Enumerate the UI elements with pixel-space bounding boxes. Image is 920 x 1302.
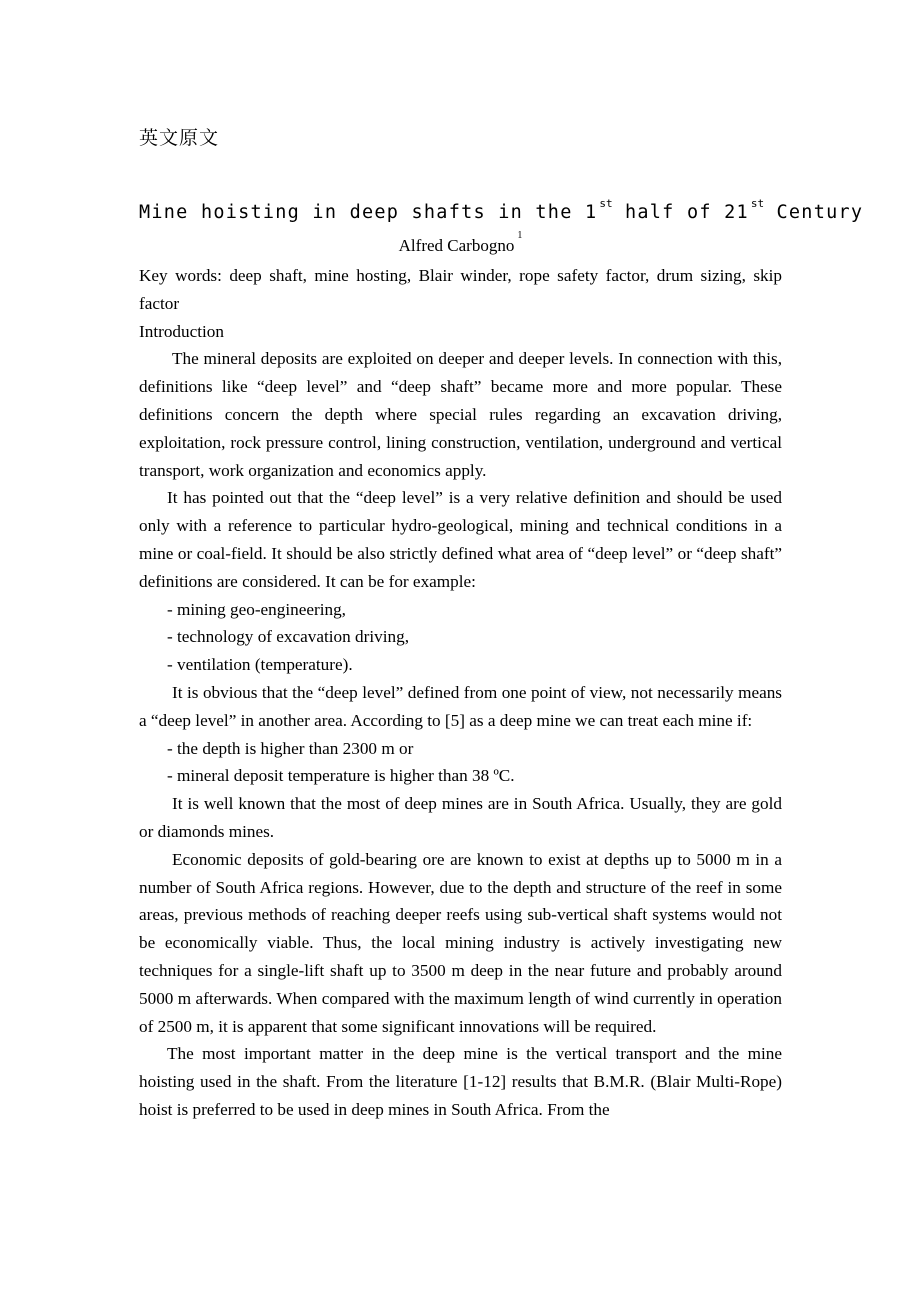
title-part-3: Century — [776, 202, 864, 223]
paragraph-1: The mineral deposits are exploited on deeper and deeper levels. In connection with this, definitions like “deep level” and “deep shaft” became more and more popular. These definitions concern the depth where special rules regarding an excavation driving, exploitation, rock pressure control, lining construction, ventilation, underground and vertical transport, work organization and economics apply. — [139, 349, 782, 480]
list-item: - mining geo-engineering, — [167, 599, 346, 619]
section-heading-introduction: Introduction — [139, 321, 224, 341]
title-superscript-1: st — [599, 197, 613, 210]
list-item: - technology of excavation driving, — [167, 627, 409, 647]
paragraph-6: The most important matter in the deep mine is the vertical transport and the mine hoisting used in the shaft. From the literature [1-12] results that B.M.R. (Blair Multi-Rope) hoist is preferred to be used in deep mines in South Africa. From the — [139, 1044, 782, 1119]
section-label: 英文原文 — [139, 127, 220, 149]
body-text — [139, 262, 782, 1124]
author-footnote-marker: 1 — [517, 230, 523, 241]
author-line — [139, 230, 782, 256]
list-item: - mineral deposit temperature is higher than 38 ºC. — [167, 766, 515, 786]
title-superscript-2: st — [750, 197, 765, 210]
keywords: Key words: deep shaft, mine hosting, Blair winder, rope safety factor, drum sizing, skip factor — [139, 266, 782, 313]
list-item: - the depth is higher than 2300 m or — [167, 738, 414, 758]
title-part-2: half of 21 — [625, 202, 749, 223]
paragraph-2: It has pointed out that the “deep level” is a very relative definition and should be used only with a reference to particular hydro-geological, mining and technical conditions in a mine or coal-field. It should be also strictly defined what area of “deep level” or “deep shaft” definitions are considered. It can be for example: — [139, 488, 782, 591]
author-name: Alfred Carbogno — [398, 236, 515, 255]
paragraph-3: It is obvious that the “deep level” defined from one point of view, not necessarily means a “deep level” in another area. According to [5] as a deep mine we can treat each mine if: — [139, 682, 782, 730]
paragraph-4: It is well known that the most of deep mines are in South Africa. Usually, they are gold or diamonds mines. — [139, 794, 782, 841]
title-part-1: Mine hoisting in deep shafts in the 1 — [139, 202, 598, 223]
list-item: - ventilation (temperature). — [167, 655, 353, 675]
paragraph-5: Economic deposits of gold-bearing ore are known to exist at depths up to 5000 m in a number of South Africa regions. However, due to the depth and structure of the reef in some areas, previous methods of reaching deeper reefs using sub-vertical shaft systems would not be economically viable. Thus, the local mining industry is actively investigating new techniques for a single-lift shaft up to 3500 m deep in the near future and probably around 5000 m afterwards. When compared with the maximum length of wind currently in operation of 2500 m, it is apparent that some significant innovations will be required. — [139, 849, 782, 1036]
paper-title — [139, 197, 864, 223]
